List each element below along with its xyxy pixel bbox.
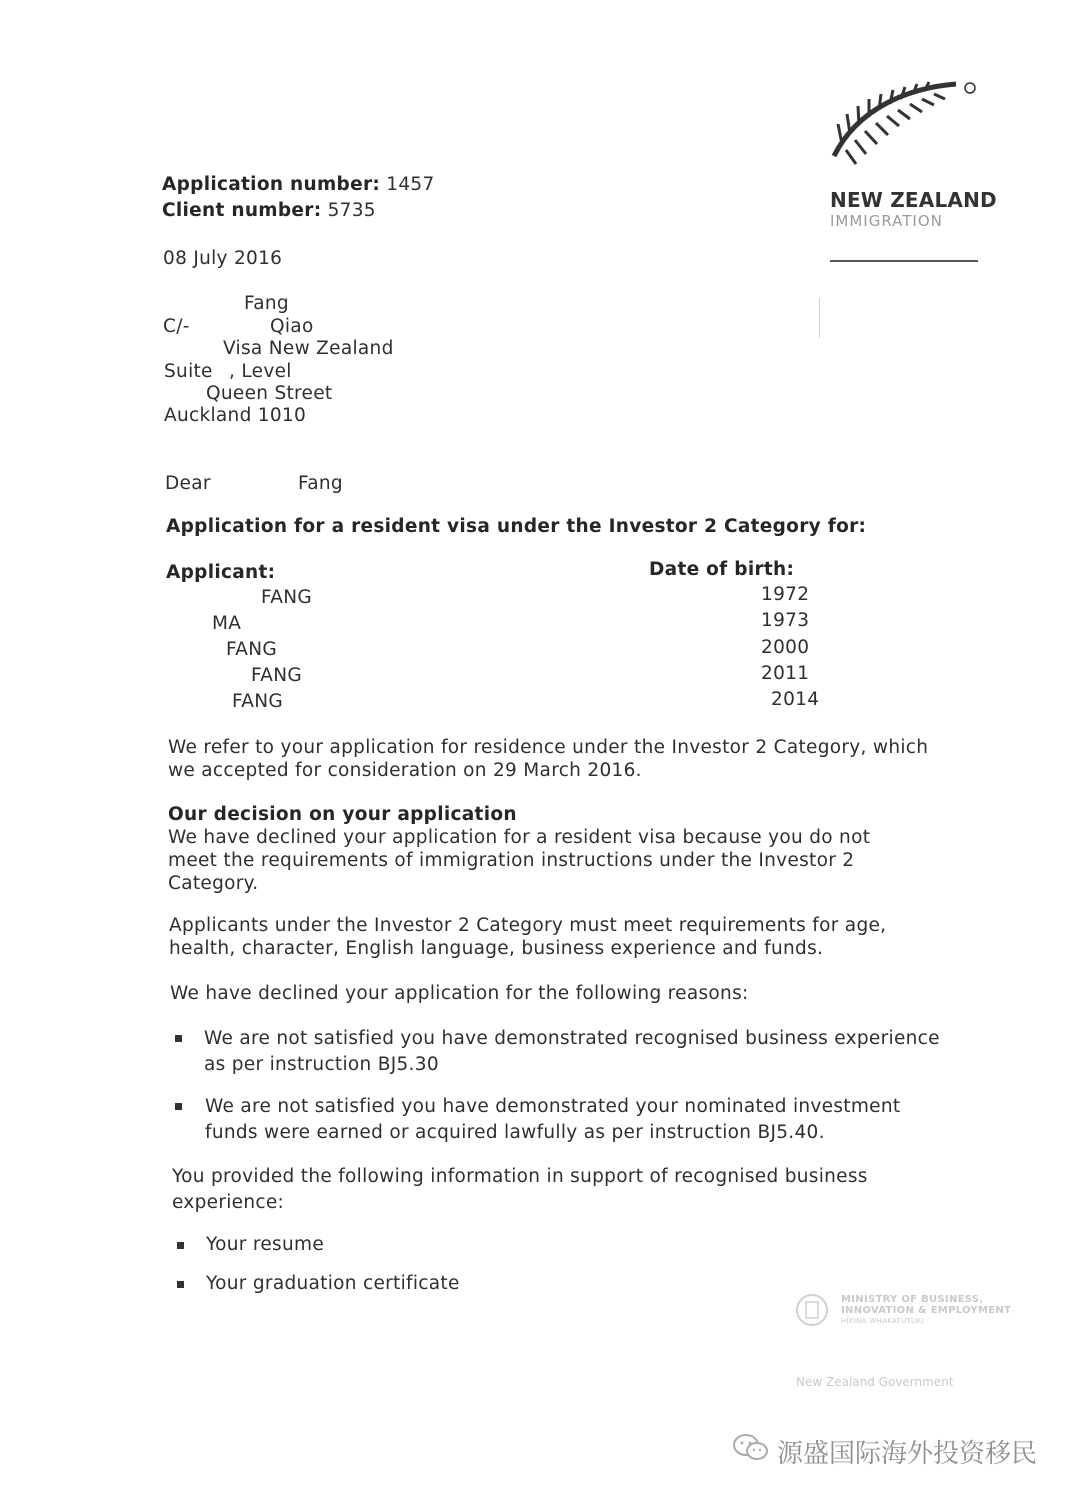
logo-divider xyxy=(830,260,978,262)
intro-line: we accepted for consideration on 29 March 2016. xyxy=(168,760,642,781)
address-level: , Level xyxy=(229,361,292,382)
address-street: Queen Street xyxy=(206,383,333,404)
decision-paragraph xyxy=(168,826,870,895)
salutation-dear: Dear xyxy=(165,473,211,494)
intro-paragraph xyxy=(168,736,928,782)
dob-header: Date of birth: xyxy=(649,559,795,580)
reason-line: as per instruction BJ5.30 xyxy=(204,1054,439,1075)
requirements-line: Applicants under the Investor 2 Category must meet requirements for age, xyxy=(169,915,887,936)
decision-line: We have declined your application for a resident visa because you do not xyxy=(168,827,871,848)
support-line: experience: xyxy=(172,1192,285,1213)
application-number-label: Application number: xyxy=(162,174,381,195)
ministry-name-line: INNOVATION & EMPLOYMENT xyxy=(841,1305,1012,1316)
applicant-name: FANG xyxy=(261,587,312,608)
salutation-surname: Fang xyxy=(298,473,343,494)
requirements-paragraph xyxy=(169,914,886,960)
requirements-line: health, character, English language, business experience and funds. xyxy=(169,938,824,959)
government-label: New Zealand Government xyxy=(796,1375,954,1389)
applicant-name: MA xyxy=(212,613,242,634)
letter-subject: Application for a resident visa under the Investor 2 Category for: xyxy=(166,516,867,537)
document-item: Your graduation certificate xyxy=(206,1273,460,1294)
applicant-dob: 1973 xyxy=(761,610,810,631)
recipient-name: Fang xyxy=(244,293,289,314)
applicant-dob: 2014 xyxy=(771,689,820,710)
logo-subtitle: IMMIGRATION xyxy=(830,212,943,230)
application-number xyxy=(162,174,435,195)
client-number-label: Client number: xyxy=(162,200,322,221)
care-of-name: Qiao xyxy=(270,316,314,337)
company-name: Visa New Zealand xyxy=(223,338,394,359)
letter-date: 08 July 2016 xyxy=(163,248,283,269)
support-paragraph xyxy=(172,1164,868,1216)
margin-mark xyxy=(819,298,820,338)
ministry-name-line: MINISTRY OF BUSINESS, xyxy=(841,1294,984,1305)
address-suite: Suite xyxy=(164,361,213,382)
reason-line: funds were earned or acquired lawfully as per instruction BJ5.40. xyxy=(205,1122,825,1143)
watermark-text: 源盛国际海外投资移民 xyxy=(777,1439,1038,1469)
ministry-maori-name: HĪKINA WHAKATUTUKI xyxy=(841,1317,924,1325)
decision-heading: Our decision on your application xyxy=(168,804,517,825)
application-number-value: 1457 xyxy=(386,174,435,195)
applicant-dob: 2000 xyxy=(761,637,810,658)
decision-line: meet the requirements of immigration instructions under the Investor 2 xyxy=(168,850,855,871)
applicant-name: FANG xyxy=(251,665,302,686)
reason-line: We are not satisfied you have demonstrated recognised business experience xyxy=(204,1028,940,1049)
client-number xyxy=(162,200,376,221)
client-number-value: 5735 xyxy=(327,200,376,221)
document-item: Your resume xyxy=(206,1234,325,1255)
reason-line: We are not satisfied you have demonstrated your nominated investment xyxy=(205,1096,901,1117)
applicant-dob: 1972 xyxy=(761,584,810,605)
bullet-icon xyxy=(175,1103,182,1110)
bullet-icon xyxy=(177,1281,184,1288)
applicant-name: FANG xyxy=(226,639,277,660)
intro-line: We refer to your application for residence under the Investor 2 Category, which xyxy=(168,737,929,758)
applicant-name: FANG xyxy=(232,691,283,712)
wechat-icon xyxy=(731,1432,771,1464)
nz-immigration-logo xyxy=(828,78,997,268)
reasons-intro: We have declined your application for the following reasons: xyxy=(170,983,749,1004)
applicant-header: Applicant: xyxy=(166,562,276,583)
reason-item xyxy=(204,1026,940,1078)
applicant-dob: 2011 xyxy=(761,663,810,684)
bullet-icon xyxy=(175,1035,182,1042)
address-city: Auckland 1010 xyxy=(164,405,307,426)
bullet-icon xyxy=(177,1242,184,1249)
ministry-crest-icon xyxy=(792,1290,832,1330)
care-of-prefix: C/- xyxy=(163,316,190,337)
decision-line: Category. xyxy=(168,873,259,894)
reason-item xyxy=(205,1094,900,1146)
support-line: You provided the following information in support of recognised business xyxy=(172,1166,868,1187)
silver-fern-icon xyxy=(828,78,988,188)
logo-title: NEW ZEALAND xyxy=(830,188,997,212)
